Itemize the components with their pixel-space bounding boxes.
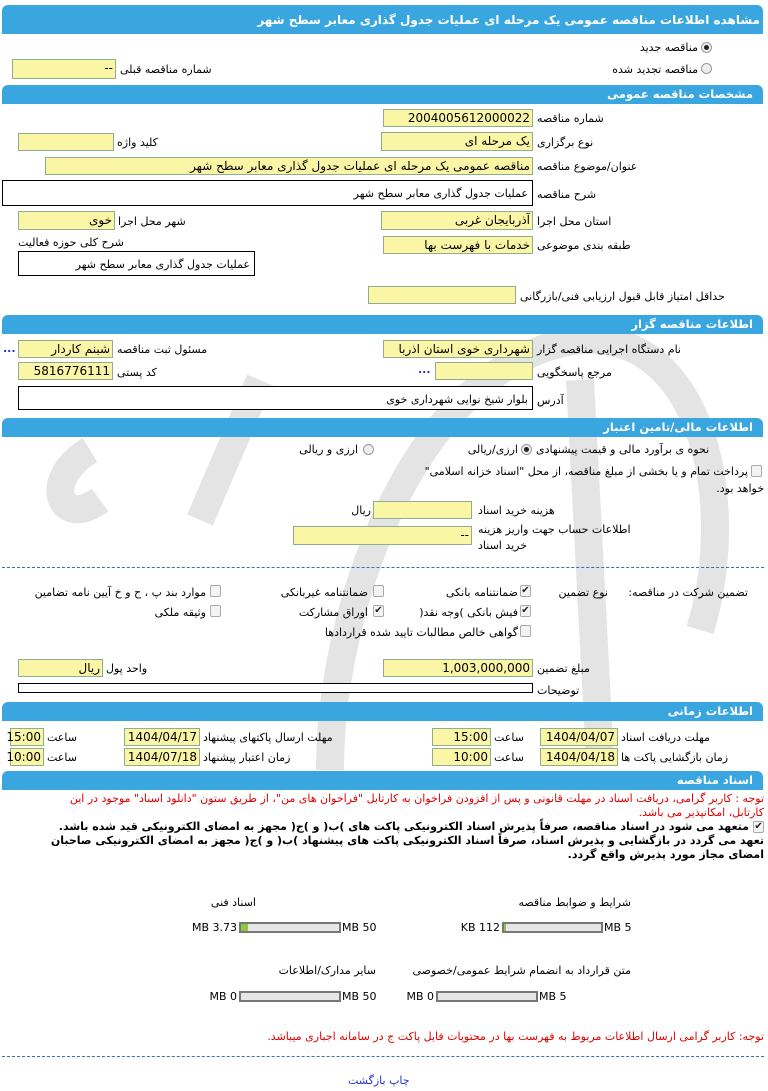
docs-note-line1: توجه : کاربر گرامی، دریافت اسناد در مهلت قانونی و پس از افزودن فراخوان به کارتابل "فراخوان های من"، از طریق ستون "دانلود اسناد" موجود در این <box>69 792 764 805</box>
docs-note2: توجه: کاربر گرامی ارسال اطلاعات مربوط به فهرست بها در محتویات فایل پاکت ج در سامانه اجباری میباشد. <box>267 1030 764 1043</box>
commitment-line1: متعهد می شود در اسناد مناقصه، صرفاً پذیرش اسناد الکترونیکی پاکت های )ب( و )ج( مجهز به امضای الکترونیکی قید شده باشد. <box>58 820 749 833</box>
doc-progress-contract <box>436 991 538 1002</box>
tender-number-label: شماره مناقصه <box>537 112 604 125</box>
prev-number-field[interactable]: -- <box>12 59 116 79</box>
holding-type-field[interactable]: یک مرحله ای <box>381 132 533 151</box>
doc-max-conditions: 5 MB <box>604 921 632 934</box>
radio-currency-and-rial[interactable] <box>363 444 374 455</box>
postal-code-label: کد پستی <box>117 366 157 379</box>
radio-currency-and-rial-label: ارزی و ریالی <box>299 443 358 456</box>
doc-max-other: 50 MB <box>342 990 377 1003</box>
section-finance: اطلاعات مالی/تامین اعتبار <box>2 418 763 437</box>
property-checkbox[interactable] <box>210 605 221 617</box>
submit-deadline-date[interactable]: 1404/04/17 <box>124 728 200 746</box>
guarantee-amount-field[interactable]: 1,003,000,000 <box>383 659 533 677</box>
currency-field[interactable]: ریال <box>18 659 103 677</box>
opening-label: زمان بازگشایی پاکت ها <box>621 751 729 764</box>
doc-label-other: سایر مدارک/اطلاعات <box>278 964 376 977</box>
doc-progress-technical <box>239 922 341 933</box>
opening-date[interactable]: 1404/04/18 <box>540 748 618 766</box>
hour-label: ساعت <box>47 731 77 744</box>
holding-type-label: نوع برگزاری <box>537 136 594 149</box>
nonbank-guarantee-label: ضمانتنامه غیربانکی <box>280 586 368 599</box>
bank-guarantee-checkbox[interactable]: ✔ <box>521 585 530 596</box>
notes-box <box>18 683 533 693</box>
commitment-line2: تعهد می گردد در بازگشایی و پذیرش اسناد، صرفاً اسناد الکترونیکی پاکت های پیشنهاد )ب( و )ج( مجهز به امضای الکترونیکی صاحبان <box>50 834 764 847</box>
radio-new-label: مناقصه جدید <box>639 41 698 54</box>
category-label: طبقه بندی موضوعی <box>537 239 631 252</box>
doc-label-technical: اسناد فنی <box>210 896 256 909</box>
progress-fill <box>241 924 248 931</box>
validity-label: زمان اعتبار پیشنهاد <box>203 751 291 764</box>
bank-receipt-label: فیش بانکی )وجه نقد( <box>419 606 518 619</box>
footer-links <box>348 1074 410 1087</box>
doc-cost-label: هزینه خرید اسناد <box>478 504 555 517</box>
responsible-more-button[interactable]: ... <box>3 342 16 355</box>
doc-size-technical: 3.73 MB <box>191 921 237 934</box>
doc-deadline-label: مهلت دریافت اسناد <box>621 731 710 744</box>
min-score-field[interactable] <box>368 286 516 304</box>
keyword-label: کلید واژه <box>117 136 158 149</box>
guarantee-amount-label: مبلغ تضمین <box>537 662 590 675</box>
reference-label: مرجع پاسخگویی <box>537 366 612 379</box>
doc-progress-conditions <box>502 922 603 933</box>
address-label: آدرس <box>537 394 564 407</box>
subject-label: عنوان/موضوع مناقصه <box>537 160 638 173</box>
organization-field[interactable]: شهرداری خوی استان اذربا <box>383 340 533 358</box>
account-info-label-1: اطلاعات حساب جهت واریز هزینه <box>478 523 631 536</box>
doc-cost-field[interactable] <box>373 501 472 519</box>
address-box: بلوار شیخ نوایی شهرداری خوی <box>18 386 533 410</box>
radio-renewed-label: مناقصه تجدید شده <box>612 63 698 76</box>
doc-deadline-time[interactable]: 15:00 <box>432 728 491 746</box>
hour-label: ساعت <box>494 751 524 764</box>
docs-note-line2: کارتابل، امکانپذیر می باشد. <box>638 806 764 819</box>
progress-fill <box>504 924 506 931</box>
guarantee-type-label: نوع تضمین <box>558 586 608 599</box>
responsible-label: مسئول ثبت مناقصه <box>117 343 208 356</box>
validity-date[interactable]: 1404/07/18 <box>124 748 200 766</box>
docs-notes <box>4 792 764 862</box>
province-label: استان محل اجرا <box>537 215 612 228</box>
treasury-text-line1: پرداخت تمام و یا بخشی از مبلغ مناقصه، از محل "اسناد خزانه اسلامی" <box>424 465 748 478</box>
commitment-row <box>4 820 764 834</box>
hour-label: ساعت <box>47 751 77 764</box>
category-field[interactable]: خدمات با فهرست بها <box>383 236 533 254</box>
subject-field[interactable]: مناقصه عمومی یک مرحله ای عملیات جدول گذاری معابر سطح شهر <box>45 157 533 175</box>
bank-guarantee-label: ضمانتنامه بانکی <box>445 586 518 599</box>
doc-label-conditions: شرایط و ضوابط مناقصه <box>518 896 631 909</box>
section-docs: اسناد مناقصه <box>2 771 763 790</box>
doc-size-other: 0 MB <box>209 990 237 1003</box>
section-organizer: اطلاعات مناقصه گزار <box>2 315 763 334</box>
reference-more-button[interactable]: ... <box>418 363 431 376</box>
nonbank-guarantee-checkbox[interactable] <box>373 585 384 597</box>
radio-currency-rial[interactable] <box>521 444 532 455</box>
doc-deadline-date[interactable]: 1404/04/07 <box>540 728 618 746</box>
guarantee-label: تضمین شرکت در مناقصه: <box>628 586 748 599</box>
claims-label: گواهی خالص مطالبات تایید شده قراردادها <box>324 626 518 639</box>
treasury-text-line2: خواهد بود. <box>716 482 764 495</box>
submit-deadline-time[interactable]: 15:00 <box>10 728 44 746</box>
doc-label-contract: متن قرارداد به انضمام شرایط عمومی/خصوصی <box>412 964 631 977</box>
estimate-method-label: نحوه ی برآورد مالی و قیمت پیشنهادی <box>536 443 710 456</box>
validity-time[interactable]: 10:00 <box>10 748 44 766</box>
print-link[interactable]: چاپ <box>389 1074 410 1087</box>
activity-box: عملیات جدول گذاری معابر سطح شهر <box>18 251 255 276</box>
property-label: وثیقه ملکی <box>154 606 206 619</box>
description-label: شرح مناقصه <box>537 188 597 201</box>
bonds-checkbox[interactable]: ✔ <box>374 605 383 616</box>
treasury-checkbox[interactable] <box>751 465 762 477</box>
bonds-label: اوراق مشارکت <box>298 606 368 619</box>
clauses-label: موارد بند پ ، ح و خ آیین نامه تضامین <box>34 586 206 599</box>
doc-size-contract: 0 MB <box>406 990 434 1003</box>
account-info-field[interactable]: -- <box>293 526 472 545</box>
reference-field[interactable] <box>435 362 533 380</box>
opening-time[interactable]: 10:00 <box>432 748 491 766</box>
claims-checkbox[interactable] <box>520 625 531 637</box>
bank-receipt-checkbox[interactable]: ✔ <box>521 605 530 616</box>
city-label: شهر محل اجرا <box>118 215 186 228</box>
city-field[interactable]: خوی <box>18 211 115 230</box>
divider <box>2 1056 764 1057</box>
section-time: اطلاعات زمانی <box>2 702 763 721</box>
keyword-field[interactable] <box>18 133 114 151</box>
radio-currency-rial-label: ارزی/ریالی <box>467 443 518 456</box>
section-general: مشخصات مناقصه عمومی <box>2 85 763 104</box>
currency-label: واحد پول <box>106 662 148 675</box>
notes-label: توضیحات <box>537 684 580 697</box>
tender-number-field[interactable]: 2004005612000022 <box>383 109 533 127</box>
doc-size-conditions: 112 KB <box>460 921 500 934</box>
doc-max-contract: 5 MB <box>539 990 567 1003</box>
postal-code-field[interactable]: 5816776111 <box>18 362 113 380</box>
description-box: عملیات جدول گذاری معابر سطح شهر <box>2 180 533 206</box>
divider <box>2 567 764 568</box>
commitment-line3: امضای مجاز مورد پذیرش واقع گردد. <box>567 848 764 861</box>
page-title: مشاهده اطلاعات مناقصه عمومی یک مرحله ای عملیات جدول گذاری معابر سطح شهر <box>2 5 763 34</box>
min-score-label: حداقل امتیاز قابل قبول ارزیابی فنی/بازرگانی <box>520 290 725 303</box>
submit-deadline-label: مهلت ارسال پاکتهای پیشنهاد <box>203 731 333 744</box>
commitment-checkbox[interactable]: ✔ <box>754 821 763 832</box>
radio-new-tender[interactable] <box>701 42 712 53</box>
doc-cost-currency: ریال <box>351 504 371 517</box>
doc-progress-other <box>239 991 341 1002</box>
organization-label: نام دستگاه اجرایی مناقصه گزار <box>537 343 681 356</box>
back-link[interactable]: بازگشت <box>348 1074 386 1087</box>
radio-renewed-tender[interactable] <box>701 63 712 74</box>
hour-label: ساعت <box>494 731 524 744</box>
doc-max-technical: 50 MB <box>342 921 377 934</box>
account-info-label-2: خرید اسناد <box>478 539 528 552</box>
clauses-checkbox[interactable] <box>210 585 221 597</box>
prev-number-label: شماره مناقصه قبلی <box>120 63 212 76</box>
responsible-field[interactable]: شبنم کاردار <box>18 340 113 358</box>
activity-label: شرح کلی حوزه فعالیت <box>18 236 124 249</box>
province-field[interactable]: آذربایجان غربی <box>381 211 533 230</box>
